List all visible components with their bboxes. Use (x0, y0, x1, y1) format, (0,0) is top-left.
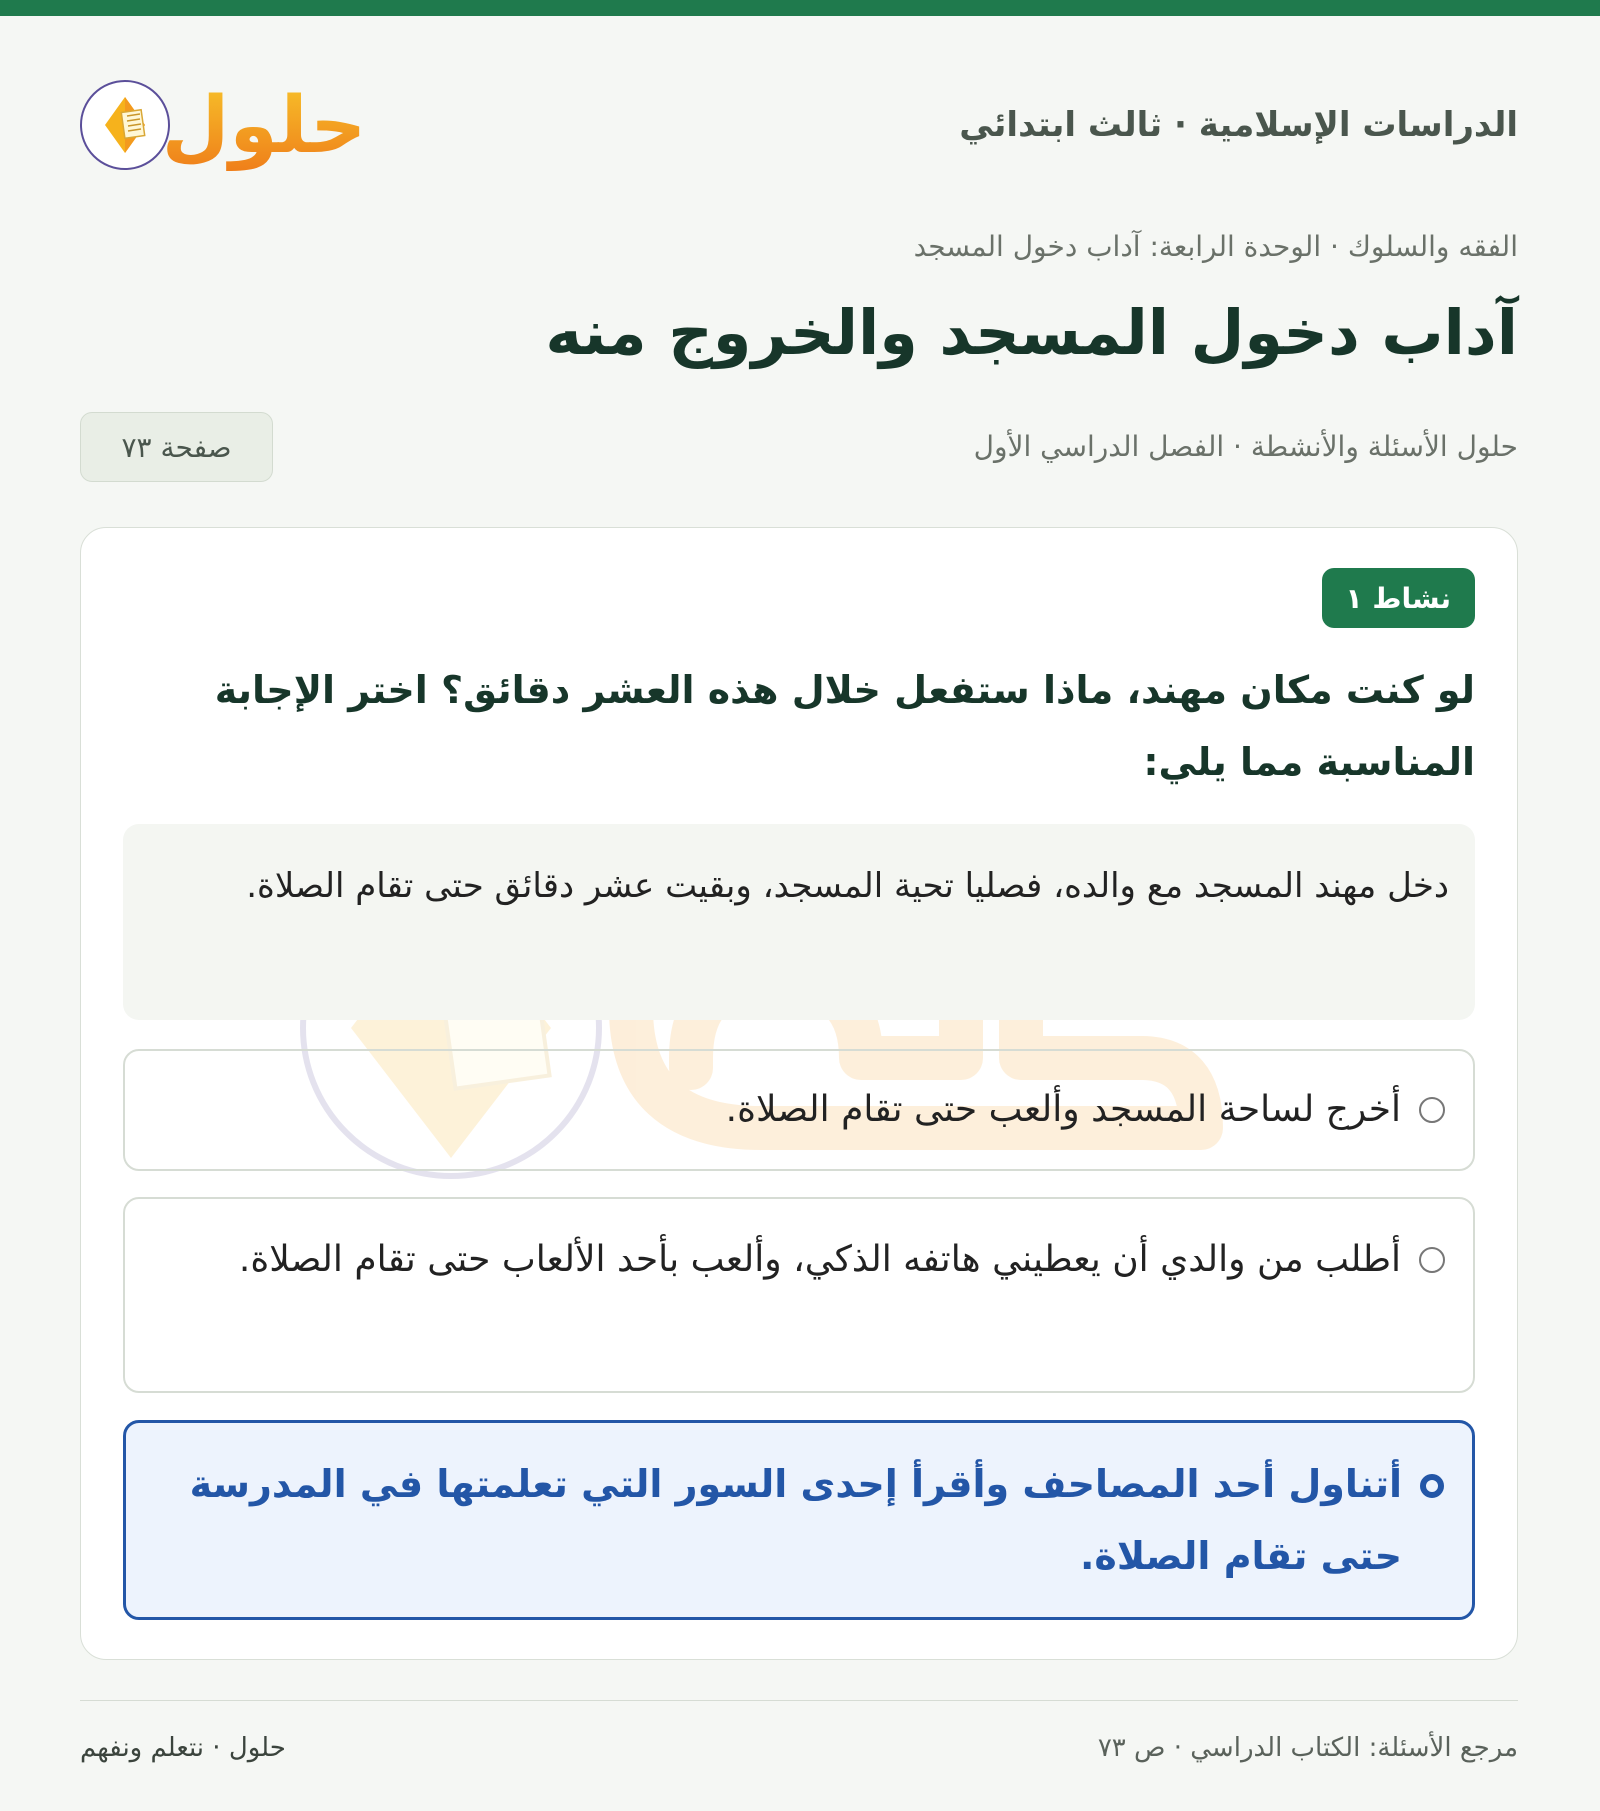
radio-selected-icon[interactable] (1420, 1474, 1444, 1498)
subject-title: الدراسات الإسلامية · ثالث ابتدائي (959, 105, 1518, 145)
page-header (80, 70, 1518, 180)
page-number-badge: صفحة ٧٣ (80, 412, 273, 482)
logo-text: حلول (161, 81, 367, 171)
question-text: لو كنت مكان مهند، ماذا ستفعل خلال هذه العشر دقائق؟ اختر الإجابة المناسبة مما يلي: (214, 668, 1475, 784)
footer-divider (80, 1700, 1518, 1701)
logo-wordmark (161, 70, 367, 180)
page-title: آداب دخول المسجد والخروج منه (545, 296, 1518, 369)
activity-badge: نشاط ١ (1322, 568, 1475, 628)
breadcrumb: الفقه والسلوك · الوحدة الرابعة: آداب دخول المسجد (913, 230, 1518, 263)
footer-tagline: حلول · نتعلم ونفهم (80, 1733, 286, 1763)
lesson-meta: حلول الأسئلة والأنشطة · الفصل الدراسي الأول (973, 430, 1518, 463)
option-label: أطلب من والدي أن يعطيني هاتفه الذكي، وألعب بأحد الألعاب حتى تقام الصلاة. (238, 1239, 1401, 1280)
logo-book-icon (80, 80, 170, 170)
radio-unselected-icon[interactable] (1419, 1247, 1445, 1273)
option-label: أخرج لساحة المسجد وألعب حتى تقام الصلاة. (725, 1089, 1401, 1130)
scenario-box: دخل مهند المسجد مع والده، فصليا تحية المسجد، وبقيت عشر دقائق حتى تقام الصلاة. (123, 824, 1475, 1020)
footer-reference: مرجع الأسئلة: الكتاب الدراسي · ص ٧٣ (1097, 1733, 1518, 1763)
site-logo[interactable] (80, 70, 367, 180)
answer-option-1[interactable] (123, 1049, 1475, 1171)
answer-option-3-selected[interactable] (123, 1420, 1475, 1620)
activity-card (80, 527, 1518, 1660)
top-accent-bar (0, 0, 1600, 16)
radio-unselected-icon[interactable] (1419, 1097, 1445, 1123)
option-label: أتناول أحد المصاحف وأقرأ إحدى السور التي تعلمتها في المدرسة حتى تقام الصلاة. (189, 1462, 1402, 1578)
answer-option-2[interactable] (123, 1197, 1475, 1393)
